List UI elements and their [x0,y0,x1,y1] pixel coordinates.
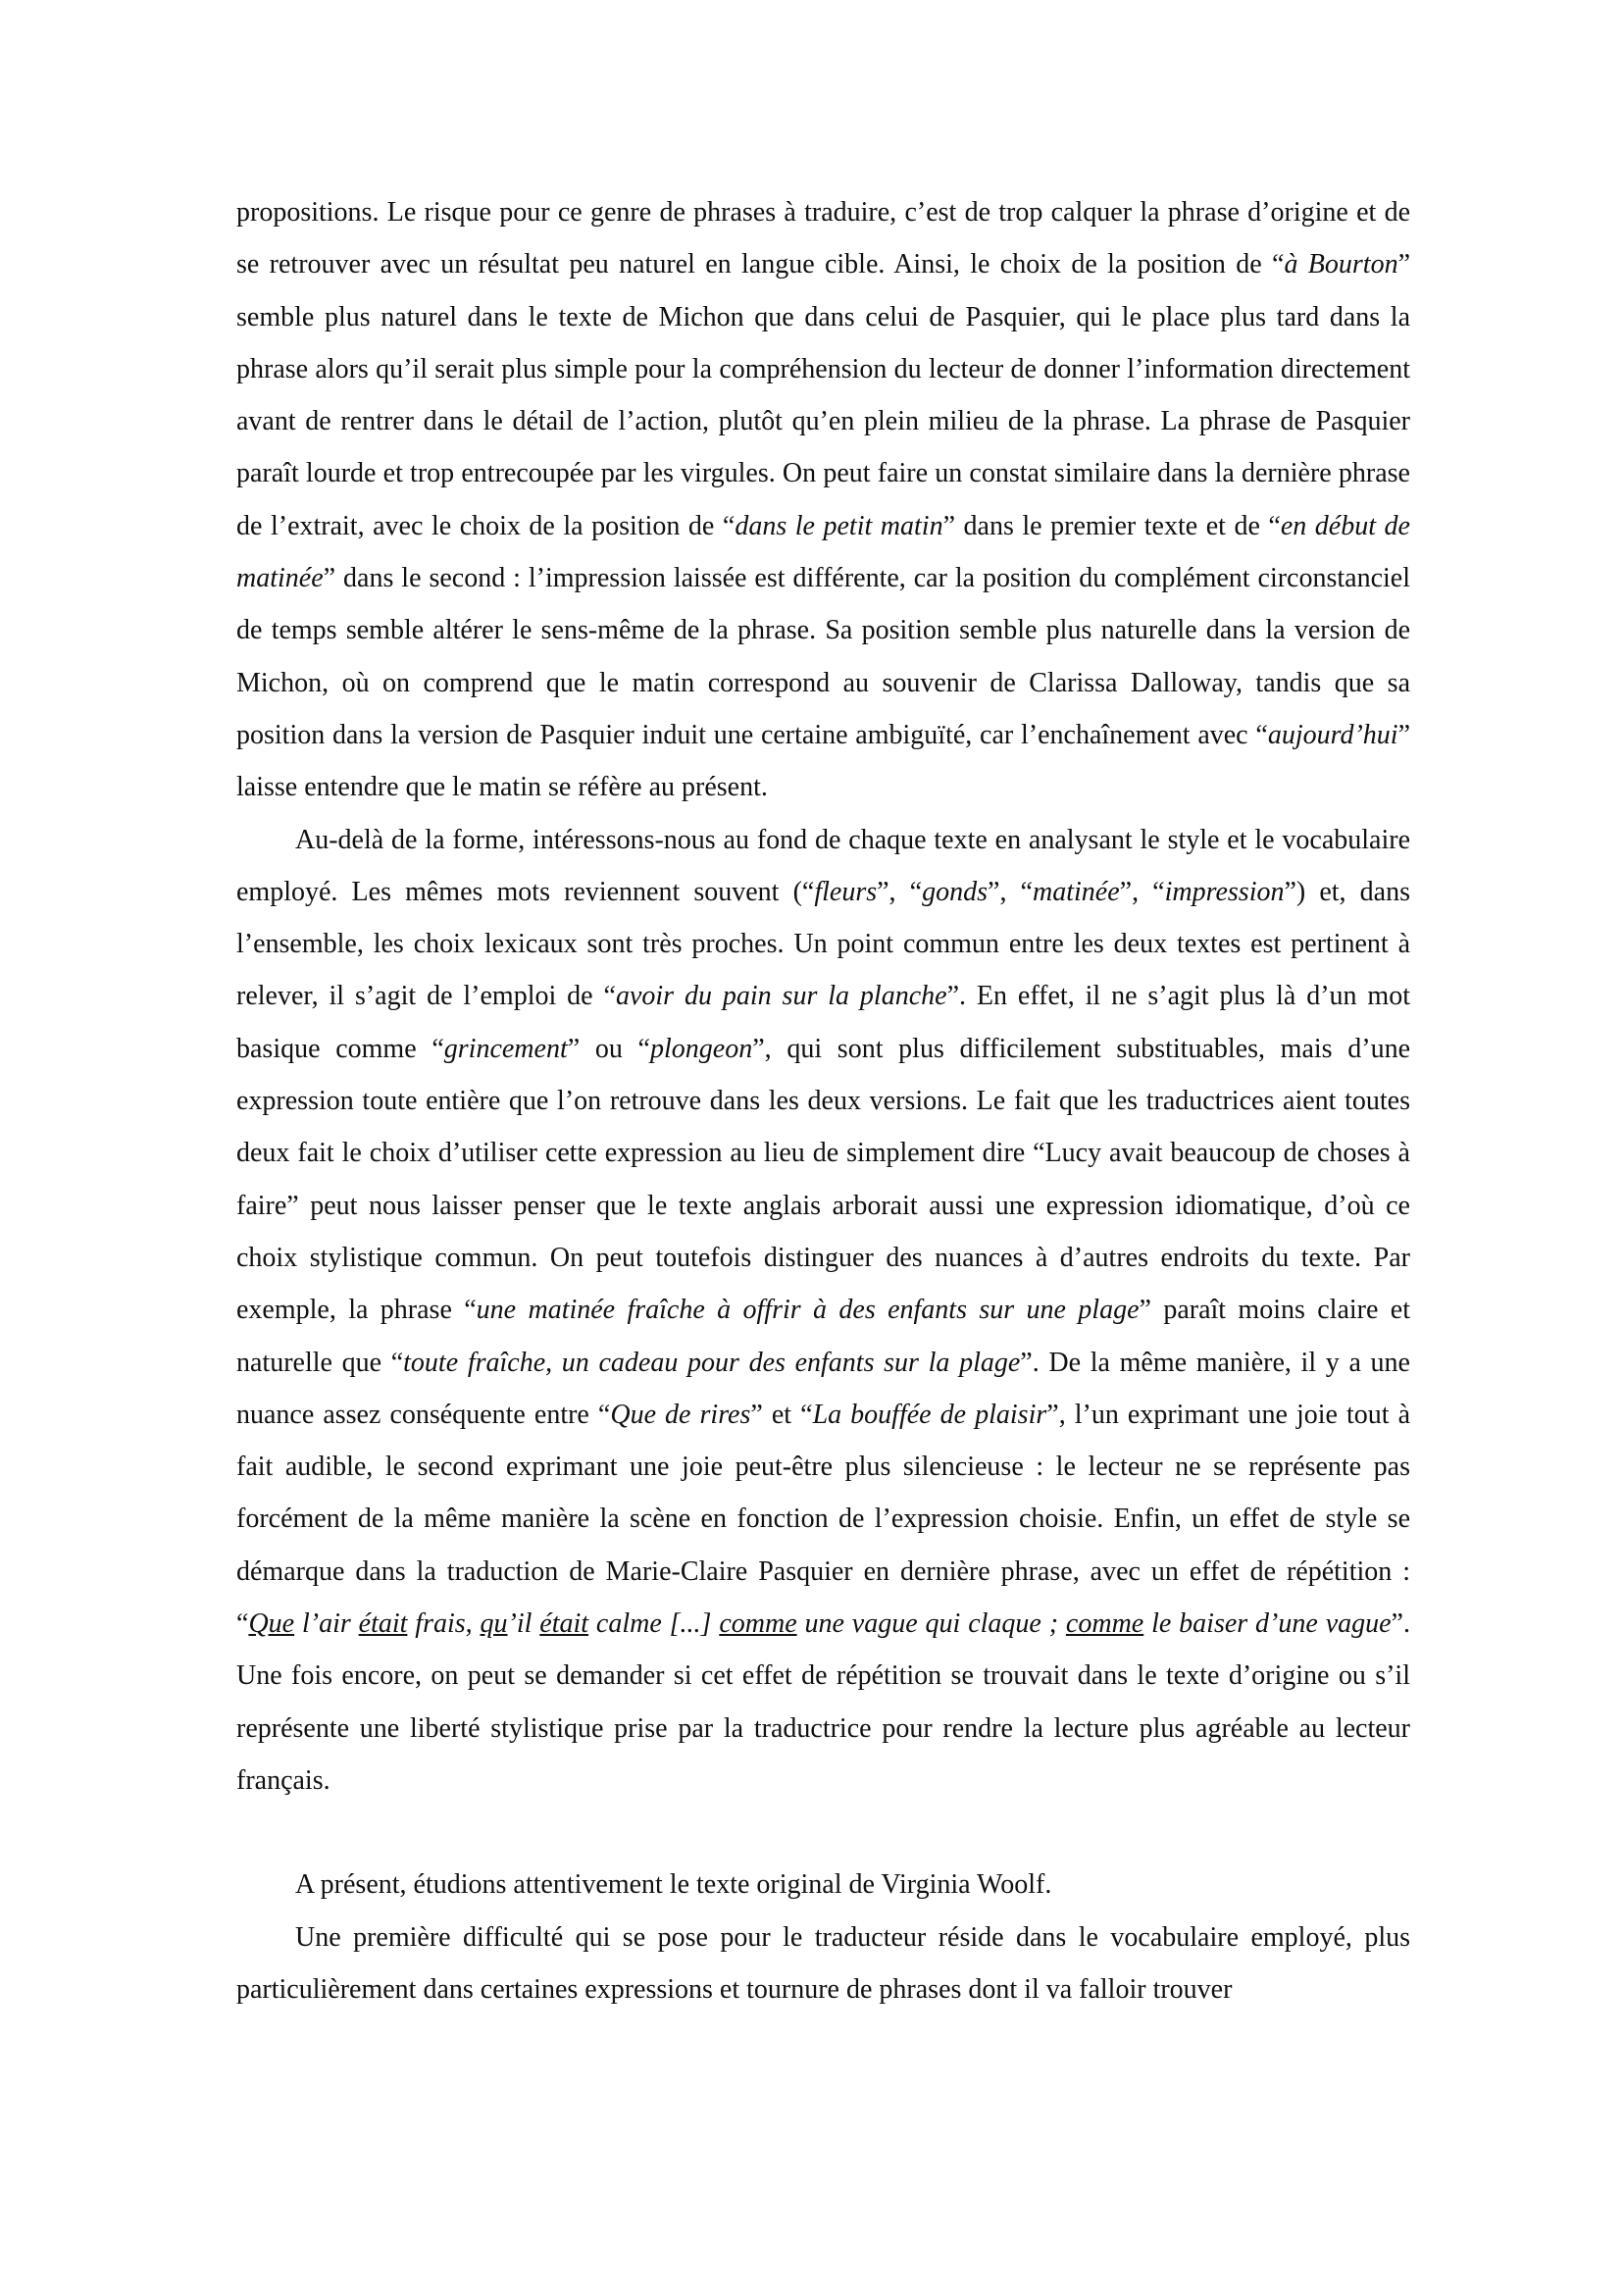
italic-text: ’il [507,1608,540,1640]
italic-underlined-text: comme [719,1608,797,1640]
italic-text: une matinée fraîche à offrir à des enfants sur une plage [476,1295,1140,1326]
text-run: ”, “ [988,876,1033,907]
italic-underlined-text: comme [1065,1608,1144,1640]
text-run: ”, “ [877,876,923,907]
text-run: propositions. Le risque pour ce genre de phrases à traduire, c’est de trop calquer la phrase d’origine et de se retrouver avec un résultat peu naturel en langue cible. Ainsi, le choix de la position de “ [236,197,1410,280]
italic-text: gonds [922,876,989,907]
text-run: ” dans le second : l’impression laissée est différente, car la position du complément circonstanciel de temps semble altérer le sens-même de la phrase. Sa position semble plus naturelle dans la version de Michon, où on comprend que le matin correspond au souvenir de Clarissa Dalloway, tandis que sa position dans la version de Pasquier induit une certaine ambiguïté, car l’enchaînement avec “ [236,563,1410,750]
italic-text: plongeon [649,1033,753,1064]
text-run: ” dans le premier texte et de “ [942,510,1281,541]
paragraph-1 [236,186,1410,814]
italic-underlined-text: était [358,1608,408,1640]
italic-text: grincement [443,1033,568,1064]
text-run: ”. De la même manière, il y a une nuance assez conséquente entre “ [236,1347,1410,1430]
text-run: ”. En effet, il ne s’agit plus là d’un mot basique comme “ [236,981,1410,1064]
italic-text: avoir du pain sur la planche [615,981,947,1012]
italic-text: l’air [294,1608,359,1640]
text-run: ” et “ [750,1399,813,1430]
text-run: ” ou “ [567,1033,650,1064]
text-run: ”. Une fois encore, on peut se demander si cet effet de répétition se trouvait dans le texte d’origine ou s’il représente une liberté stylistique prise par la traductrice pour rendre la lecture plus agréable au lecteur français. [236,1608,1410,1796]
italic-text: fleurs [814,876,878,907]
text-run: ”, “ [1119,876,1165,907]
italic-text: à Bourton [1284,249,1398,280]
text-run: ” laisse entendre que le matin se réfère au présent. [236,719,1410,803]
italic-text: matinée [1033,876,1120,907]
paragraph-4 [236,1912,1410,2016]
italic-underlined-text: Que [248,1608,295,1640]
text-run: ”, qui sont plus difficilement substituables, mais d’une expression toute entière que l’on retrouve dans les deux versions. Le fait que les traductrices aient toutes deux fait le choix d’utiliser cette expression au lieu de simplement dire “Lucy avait beaucoup de choses à faire” peut nous laisser penser que le texte anglais arborait aussi une expression idiomatique, d’où ce choix stylistique commun. On peut toutefois distinguer des nuances à d’autres endroits du texte. Par exemple, la phrase “ [236,1033,1411,1326]
text-run: Au-delà de la forme, intéressons-nous au fond de chaque texte en analysant le style et le vocabulaire employé. Les mêmes mots reviennent souvent (“ [236,824,1410,907]
italic-text: toute fraîche, un cadeau pour des enfants sur la plage [403,1347,1021,1378]
italic-underlined-text: était [539,1608,589,1640]
italic-underlined-text: qu [480,1608,508,1640]
italic-text: en début de matinée [236,510,1410,594]
text-run: ” semble plus naturel dans le texte de Michon que dans celui de Pasquier, qui le place plus tard dans la phrase alors qu’il serait plus simple pour la compréhension du lecteur de donner l’information directement avant de rentrer dans le détail de l’action, plutôt qu’en plein milieu de la phrase. La phrase de Pasquier paraît lourde et trop entrecoupée par les virgules. On peut faire un constat similaire dans la dernière phrase de l’extrait, avec le choix de la position de “ [236,249,1411,541]
italic-text: calme [...] [588,1608,720,1640]
italic-text: La bouffée de plaisir [812,1399,1047,1430]
italic-text: aujourd’hui [1267,719,1398,750]
text-run: ”) et, dans l’ensemble, les choix lexicaux sont très proches. Un point commun entre les deux textes est pertinent à relever, il s’agit de l’emploi de “ [236,876,1411,1012]
italic-text: dans le petit matin [735,510,943,541]
italic-text: une vague qui claque ; [796,1608,1066,1640]
paragraph-3 [236,1859,1410,1911]
italic-text: frais, [407,1608,481,1640]
text-run: ” paraît moins claire et naturelle que “ [236,1295,1410,1378]
text-run: ”, l’un exprimant une joie tout à fait audible, le second exprimant une joie peut-être plus silencieuse : le lecteur ne se représente pas forcément de la même manière la scène en fonction de l’expression choisie. Enfin, un effet de style se démarque dans la traduction de Marie-Claire Pasquier en dernière phrase, avec un effet de répétition : “ [236,1399,1411,1640]
paragraph-2 [236,814,1410,1808]
italic-text: impression [1164,876,1285,907]
italic-text: le baiser d’une vague [1143,1608,1392,1640]
italic-text: Que de rires [610,1399,751,1430]
document-page [236,186,1410,2015]
text-run: A présent, étudions attentivement le texte original de Virginia Woolf. [295,1869,1052,1901]
text-run: Une première difficulté qui se pose pour le traducteur réside dans le vocabulaire employé, plus particulièrement dans certaines expressions et tournure de phrases dont il va falloir trouver [236,1921,1410,2005]
